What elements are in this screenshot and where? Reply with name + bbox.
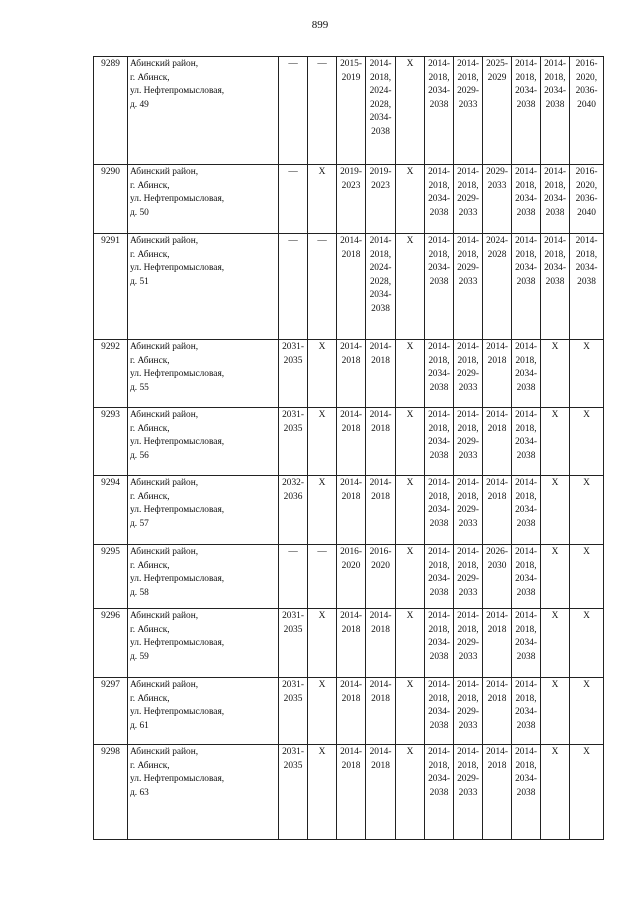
period-cell: 2014- 2018, 2034- 2038 xyxy=(425,408,454,476)
period-cell: 2014- 2018, 2029- 2033 xyxy=(454,408,483,476)
period-cell: 2014- 2018, 2034- 2038 xyxy=(512,476,541,545)
address-line: д. 55 xyxy=(130,382,149,393)
period-cell: X xyxy=(541,545,570,609)
period-cell: 2014- 2018, 2034- 2038 xyxy=(425,234,454,340)
period-cell: 2014- 2018, 2034- 2038 xyxy=(512,57,541,165)
period-cell: 2014- 2018, 2034- 2038 xyxy=(425,745,454,840)
period-cell: X xyxy=(396,165,425,234)
address-cell xyxy=(128,57,279,165)
period-cell: 2014- 2018 xyxy=(337,476,366,545)
address-line: Абинский район, xyxy=(130,236,199,246)
period-cell: X xyxy=(396,408,425,476)
table-row xyxy=(94,165,604,234)
period-cell: 2026- 2030 xyxy=(483,545,512,609)
row-number: 9290 xyxy=(94,165,128,234)
period-cell: 2014- 2018, 2034- 2038 xyxy=(512,545,541,609)
period-cell: X xyxy=(541,609,570,678)
address-line: ул. Нефтепромысловая, xyxy=(130,638,225,649)
address-line: Абинский район, xyxy=(130,410,199,420)
period-cell: 2014- 2018, 2029- 2033 xyxy=(454,165,483,234)
address-line: ул. Нефтепромысловая, xyxy=(130,574,225,585)
period-cell: 2014- 2018 xyxy=(366,476,396,545)
address-line: д. 63 xyxy=(130,787,149,798)
address-line: г. Абинск, xyxy=(130,491,170,502)
address-cell xyxy=(128,476,279,545)
period-cell: X xyxy=(396,609,425,678)
period-cell: X xyxy=(308,678,337,745)
period-cell: X xyxy=(308,476,337,545)
period-cell: 2014- 2018 xyxy=(337,340,366,408)
page-number: 899 xyxy=(311,19,329,31)
address-line: Абинский район, xyxy=(130,478,199,488)
period-cell: X xyxy=(570,545,604,609)
period-cell: X xyxy=(541,340,570,408)
row-number: 9295 xyxy=(94,545,128,609)
address-line: д. 49 xyxy=(130,99,149,110)
address-cell xyxy=(128,340,279,408)
table-row xyxy=(94,545,604,609)
period-cell: 2031- 2035 xyxy=(279,340,308,408)
row-number: 9289 xyxy=(94,57,128,165)
address-line: д. 56 xyxy=(130,450,149,461)
period-cell: 2031- 2035 xyxy=(279,408,308,476)
period-cell: — xyxy=(279,234,308,340)
address-line: ул. Нефтепромысловая, xyxy=(130,263,225,274)
period-cell: — xyxy=(279,57,308,165)
address-line: г. Абинск, xyxy=(130,180,170,191)
period-cell: X xyxy=(570,609,604,678)
address-line: д. 58 xyxy=(130,587,149,598)
period-cell: 2016- 2020, 2036- 2040 xyxy=(570,165,604,234)
period-cell: 2014- 2018 xyxy=(483,408,512,476)
period-cell: 2014- 2018 xyxy=(483,340,512,408)
period-cell: 2014- 2018, 2034- 2038 xyxy=(425,57,454,165)
period-cell: 2014- 2018 xyxy=(337,234,366,340)
period-cell: X xyxy=(308,408,337,476)
period-cell: 2014- 2018, 2034- 2038 xyxy=(541,165,570,234)
address-cell xyxy=(128,408,279,476)
period-cell: 2014- 2018 xyxy=(366,609,396,678)
address-line: д. 50 xyxy=(130,207,149,218)
address-line: г. Абинск, xyxy=(130,423,170,434)
address-line: г. Абинск, xyxy=(130,72,170,83)
address-line: Абинский район, xyxy=(130,342,199,352)
period-cell: 2014- 2018, 2029- 2033 xyxy=(454,609,483,678)
period-cell: 2014- 2018, 2029- 2033 xyxy=(454,745,483,840)
address-line: г. Абинск, xyxy=(130,249,170,260)
address-line: ул. Нефтепромысловая, xyxy=(130,369,225,380)
period-cell: 2016- 2020, 2036- 2040 xyxy=(570,57,604,165)
address-line: ул. Нефтепромысловая, xyxy=(130,86,225,97)
period-cell: 2014- 2018, 2029- 2033 xyxy=(454,234,483,340)
period-cell: 2014- 2018, 2029- 2033 xyxy=(454,678,483,745)
period-cell: — xyxy=(308,545,337,609)
period-cell: 2014- 2018, 2034- 2038 xyxy=(512,165,541,234)
row-number: 9294 xyxy=(94,476,128,545)
period-cell: 2014- 2018, 2029- 2033 xyxy=(454,545,483,609)
period-cell: 2031- 2035 xyxy=(279,609,308,678)
period-cell: 2014- 2018, 2024- 2028, 2034- 2038 xyxy=(366,234,396,340)
table-row xyxy=(94,340,604,408)
address-line: г. Абинск, xyxy=(130,355,170,366)
address-line: Абинский район, xyxy=(130,167,199,177)
period-cell: 2014- 2018 xyxy=(366,408,396,476)
period-cell: X xyxy=(570,476,604,545)
period-cell: 2014- 2018, 2034- 2038 xyxy=(512,678,541,745)
period-cell: X xyxy=(308,340,337,408)
row-number: 9292 xyxy=(94,340,128,408)
address-cell xyxy=(128,545,279,609)
period-cell: 2014- 2018 xyxy=(337,408,366,476)
period-cell: X xyxy=(396,545,425,609)
period-cell: 2014- 2018, 2034- 2038 xyxy=(541,57,570,165)
table-row xyxy=(94,476,604,545)
period-cell: 2014- 2018 xyxy=(483,609,512,678)
address-line: Абинский район, xyxy=(130,611,199,621)
period-cell: X xyxy=(396,234,425,340)
address-line: д. 51 xyxy=(130,276,149,287)
period-cell: 2019- 2023 xyxy=(366,165,396,234)
period-cell: 2014- 2018 xyxy=(483,476,512,545)
period-cell: 2014- 2018, 2034- 2038 xyxy=(541,234,570,340)
period-cell: 2014- 2018 xyxy=(337,678,366,745)
table-row xyxy=(94,234,604,340)
period-cell: X xyxy=(396,57,425,165)
period-cell: 2014- 2018, 2029- 2033 xyxy=(454,476,483,545)
period-cell: 2014- 2018 xyxy=(366,678,396,745)
address-line: Абинский район, xyxy=(130,747,199,757)
address-line: Абинский район, xyxy=(130,59,199,69)
period-cell: X xyxy=(308,165,337,234)
period-cell: — xyxy=(308,234,337,340)
period-cell: — xyxy=(279,165,308,234)
period-cell: X xyxy=(308,745,337,840)
table-row xyxy=(94,678,604,745)
period-cell: X xyxy=(396,340,425,408)
period-cell: 2015- 2019 xyxy=(337,57,366,165)
period-cell: X xyxy=(570,745,604,840)
period-cell: 2014- 2018 xyxy=(337,609,366,678)
table-row xyxy=(94,57,604,165)
period-cell: 2029- 2033 xyxy=(483,165,512,234)
period-cell: 2031- 2035 xyxy=(279,745,308,840)
row-number: 9297 xyxy=(94,678,128,745)
period-cell: 2014- 2018, 2024- 2028, 2034- 2038 xyxy=(366,57,396,165)
period-cell: X xyxy=(570,408,604,476)
address-cell xyxy=(128,165,279,234)
address-cell xyxy=(128,678,279,745)
address-cell xyxy=(128,234,279,340)
period-cell: 2014- 2018, 2034- 2038 xyxy=(425,476,454,545)
address-cell xyxy=(128,745,279,840)
period-cell: X xyxy=(396,476,425,545)
address-line: г. Абинск, xyxy=(130,693,170,704)
address-line: Абинский район, xyxy=(130,680,199,690)
period-cell: 2014- 2018, 2034- 2038 xyxy=(425,678,454,745)
period-cell: 2014- 2018 xyxy=(483,678,512,745)
period-cell: X xyxy=(396,745,425,840)
address-line: Абинский район, xyxy=(130,547,199,557)
table-body xyxy=(94,57,604,840)
address-cell xyxy=(128,609,279,678)
period-cell: 2014- 2018, 2034- 2038 xyxy=(570,234,604,340)
period-cell: 2014- 2018, 2034- 2038 xyxy=(425,340,454,408)
period-cell: X xyxy=(541,678,570,745)
address-line: ул. Нефтепромысловая, xyxy=(130,437,225,448)
address-line: г. Абинск, xyxy=(130,760,170,771)
table-row xyxy=(94,609,604,678)
period-cell: 2014- 2018 xyxy=(483,745,512,840)
period-cell: X xyxy=(541,745,570,840)
row-number: 9293 xyxy=(94,408,128,476)
address-line: ул. Нефтепромысловая, xyxy=(130,774,225,785)
period-cell: 2014- 2018, 2029- 2033 xyxy=(454,340,483,408)
address-line: ул. Нефтепромысловая, xyxy=(130,707,225,718)
address-line: г. Абинск, xyxy=(130,624,170,635)
period-cell: 2024- 2028 xyxy=(483,234,512,340)
address-line: д. 61 xyxy=(130,720,149,731)
period-cell: 2014- 2018 xyxy=(366,745,396,840)
period-cell: 2031- 2035 xyxy=(279,678,308,745)
register-table xyxy=(93,56,604,840)
period-cell: — xyxy=(308,57,337,165)
row-number: 9298 xyxy=(94,745,128,840)
period-cell: X xyxy=(308,609,337,678)
address-line: д. 57 xyxy=(130,518,149,529)
table-row xyxy=(94,408,604,476)
period-cell: 2014- 2018, 2034- 2038 xyxy=(512,745,541,840)
table-row xyxy=(94,745,604,840)
period-cell: X xyxy=(570,678,604,745)
address-line: ул. Нефтепромысловая, xyxy=(130,194,225,205)
period-cell: 2014- 2018, 2034- 2038 xyxy=(425,545,454,609)
period-cell: 2014- 2018, 2029- 2033 xyxy=(454,57,483,165)
row-number: 9296 xyxy=(94,609,128,678)
row-number: 9291 xyxy=(94,234,128,340)
period-cell: 2019- 2023 xyxy=(337,165,366,234)
period-cell: 2032- 2036 xyxy=(279,476,308,545)
period-cell: 2014- 2018 xyxy=(366,340,396,408)
period-cell: 2014- 2018, 2034- 2038 xyxy=(512,340,541,408)
period-cell: 2014- 2018, 2034- 2038 xyxy=(512,234,541,340)
period-cell: 2014- 2018, 2034- 2038 xyxy=(425,165,454,234)
address-line: ул. Нефтепромысловая, xyxy=(130,505,225,516)
period-cell: 2016- 2020 xyxy=(337,545,366,609)
period-cell: 2014- 2018, 2034- 2038 xyxy=(512,609,541,678)
period-cell: X xyxy=(541,408,570,476)
period-cell: — xyxy=(279,545,308,609)
period-cell: X xyxy=(541,476,570,545)
address-line: г. Абинск, xyxy=(130,560,170,571)
period-cell: 2014- 2018, 2034- 2038 xyxy=(425,609,454,678)
period-cell: X xyxy=(396,678,425,745)
period-cell: 2014- 2018, 2034- 2038 xyxy=(512,408,541,476)
address-line: д. 59 xyxy=(130,651,149,662)
period-cell: 2014- 2018 xyxy=(337,745,366,840)
period-cell: 2016- 2020 xyxy=(366,545,396,609)
period-cell: X xyxy=(570,340,604,408)
period-cell: 2025- 2029 xyxy=(483,57,512,165)
